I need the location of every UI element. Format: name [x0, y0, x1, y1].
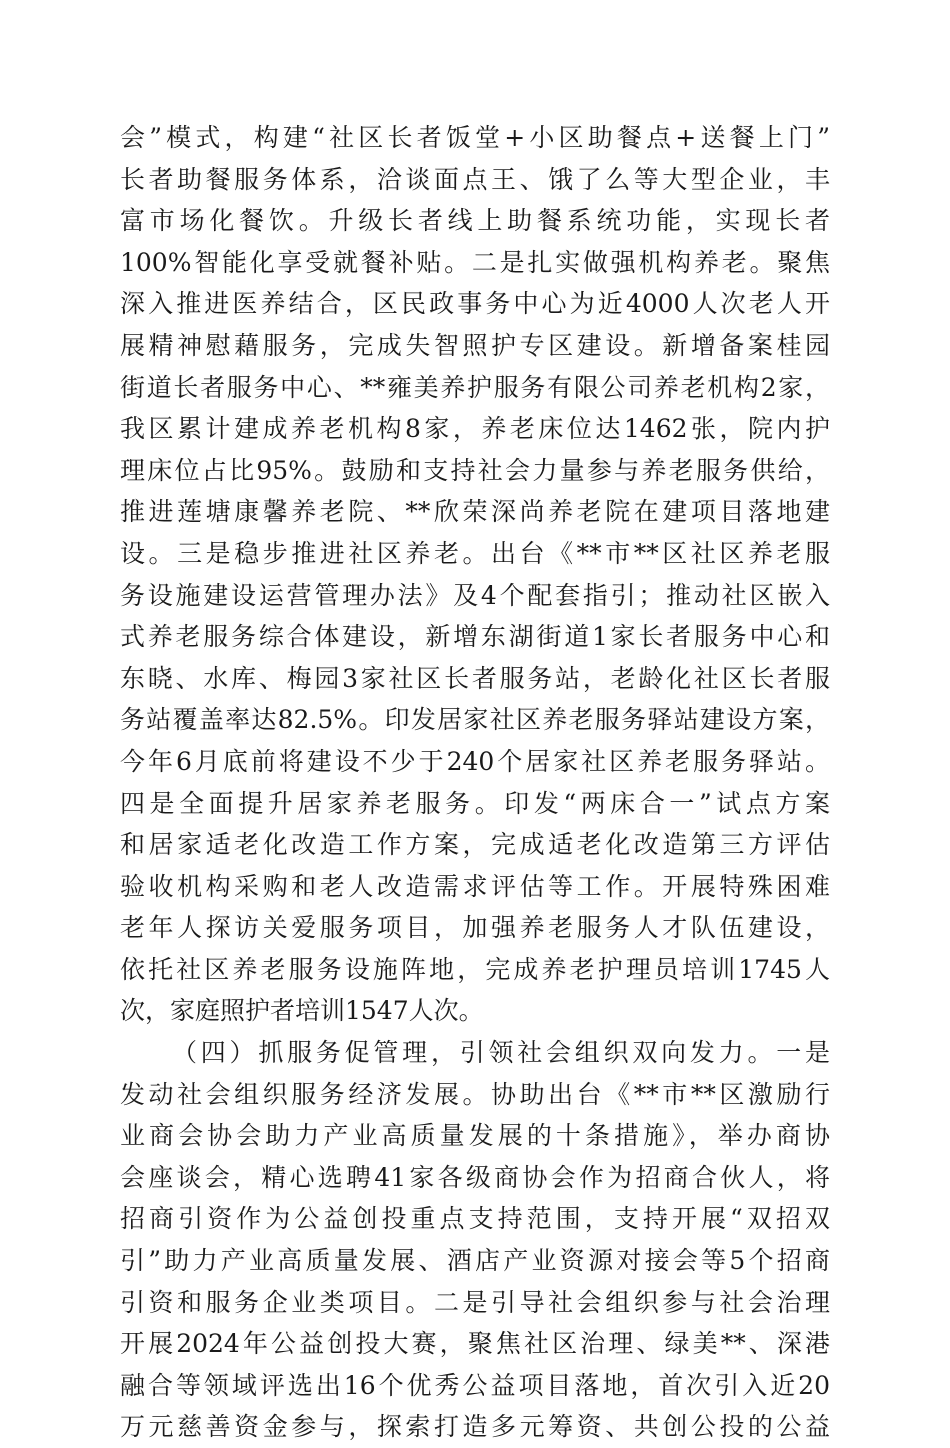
text-line: 街道长者服务中心、**雍美养护服务有限公司养老机构2家， — [120, 372, 830, 402]
text-line: 深入推进医养结合，区民政事务中心为近4000人次老人开 — [120, 289, 830, 319]
text-line: 展精神慰藉服务，完成失智照护专区建设。新增备案桂园 — [120, 330, 830, 360]
text-line: 会座谈会，精心选聘41家各级商协会作为招商合伙人，将 — [120, 1162, 830, 1192]
text-line: 开展2024年公益创投大赛，聚焦社区治理、绿美**、深港 — [120, 1329, 831, 1359]
text-line: 验收机构采购和老人改造需求评估等工作。开展特殊困难 — [120, 871, 830, 901]
text-line: 务设施建设运营管理办法》及4个配套指引；推动社区嵌入 — [120, 580, 830, 610]
body-text — [120, 117, 830, 1448]
text-line: 四是全面提升居家养老服务。印发“两床合一”试点方案 — [120, 788, 830, 818]
text-line: 务站覆盖率达82.5%。印发居家社区养老服务驿站建设方案， — [120, 705, 830, 735]
text-line: 100%智能化享受就餐补贴。二是扎实做强机构养老。聚焦 — [120, 247, 830, 277]
text-line: 长者助餐服务体系，洽谈面点王、饿了么等大型企业，丰 — [120, 164, 830, 194]
text-line: 我区累计建成养老机构8家，养老床位达1462张，院内护 — [120, 414, 830, 444]
text-line: 和居家适老化改造工作方案，完成适老化改造第三方评估 — [120, 830, 830, 860]
text-line: 融合等领域评选出16个优秀公益项目落地，首次引入近20 — [120, 1370, 830, 1400]
text-line: 引资和服务企业类项目。二是引导社会组织参与社会治理 — [120, 1287, 830, 1317]
text-line: 依托社区养老服务设施阵地，完成养老护理员培训1745人 — [120, 954, 830, 984]
text-line: 发动社会组织服务经济发展。协助出台《**市**区激励行 — [120, 1079, 830, 1109]
text-line: 今年6月底前将建设不少于240个居家社区养老服务驿站。 — [120, 746, 830, 776]
text-line: 招商引资作为公益创投重点支持范围，支持开展“双招双 — [120, 1204, 830, 1234]
text-line: 设。三是稳步推进社区养老。出台《**市**区社区养老服 — [120, 538, 830, 568]
text-line: 引”助力产业高质量发展、酒店产业资源对接会等5个招商 — [120, 1246, 830, 1276]
section-heading-line: （四）抓服务促管理，引领社会组织双向发力。一是 — [172, 1038, 830, 1068]
text-line: 会”模式，构建“社区长者饭堂+小区助餐点+送餐上门” — [120, 123, 830, 152]
text-line: 老年人探访关爱服务项目，加强养老服务人才队伍建设， — [120, 913, 830, 943]
text-line: 东晓、水库、梅园3家社区长者服务站，老龄化社区长者服 — [120, 663, 830, 693]
text-line: 理床位占比95%。鼓励和支持社会力量参与养老服务供给， — [120, 455, 830, 485]
text-line: 次，家庭照护者培训1547人次。 — [120, 996, 484, 1026]
text-line: 推进莲塘康馨养老院、**欣荣深尚养老院在建项目落地建 — [120, 497, 830, 527]
text-line: 万元慈善资金参与，探索打造多元筹资、共创公投的公益 — [120, 1412, 830, 1442]
text-line: 富市场化餐饮。升级长者线上助餐系统功能，实现长者 — [120, 206, 830, 236]
text-line: 业商会协会助力产业高质量发展的十条措施》，举办商协 — [120, 1121, 830, 1151]
text-line: 式养老服务综合体建设，新增东湖街道1家长者服务中心和 — [120, 622, 830, 652]
